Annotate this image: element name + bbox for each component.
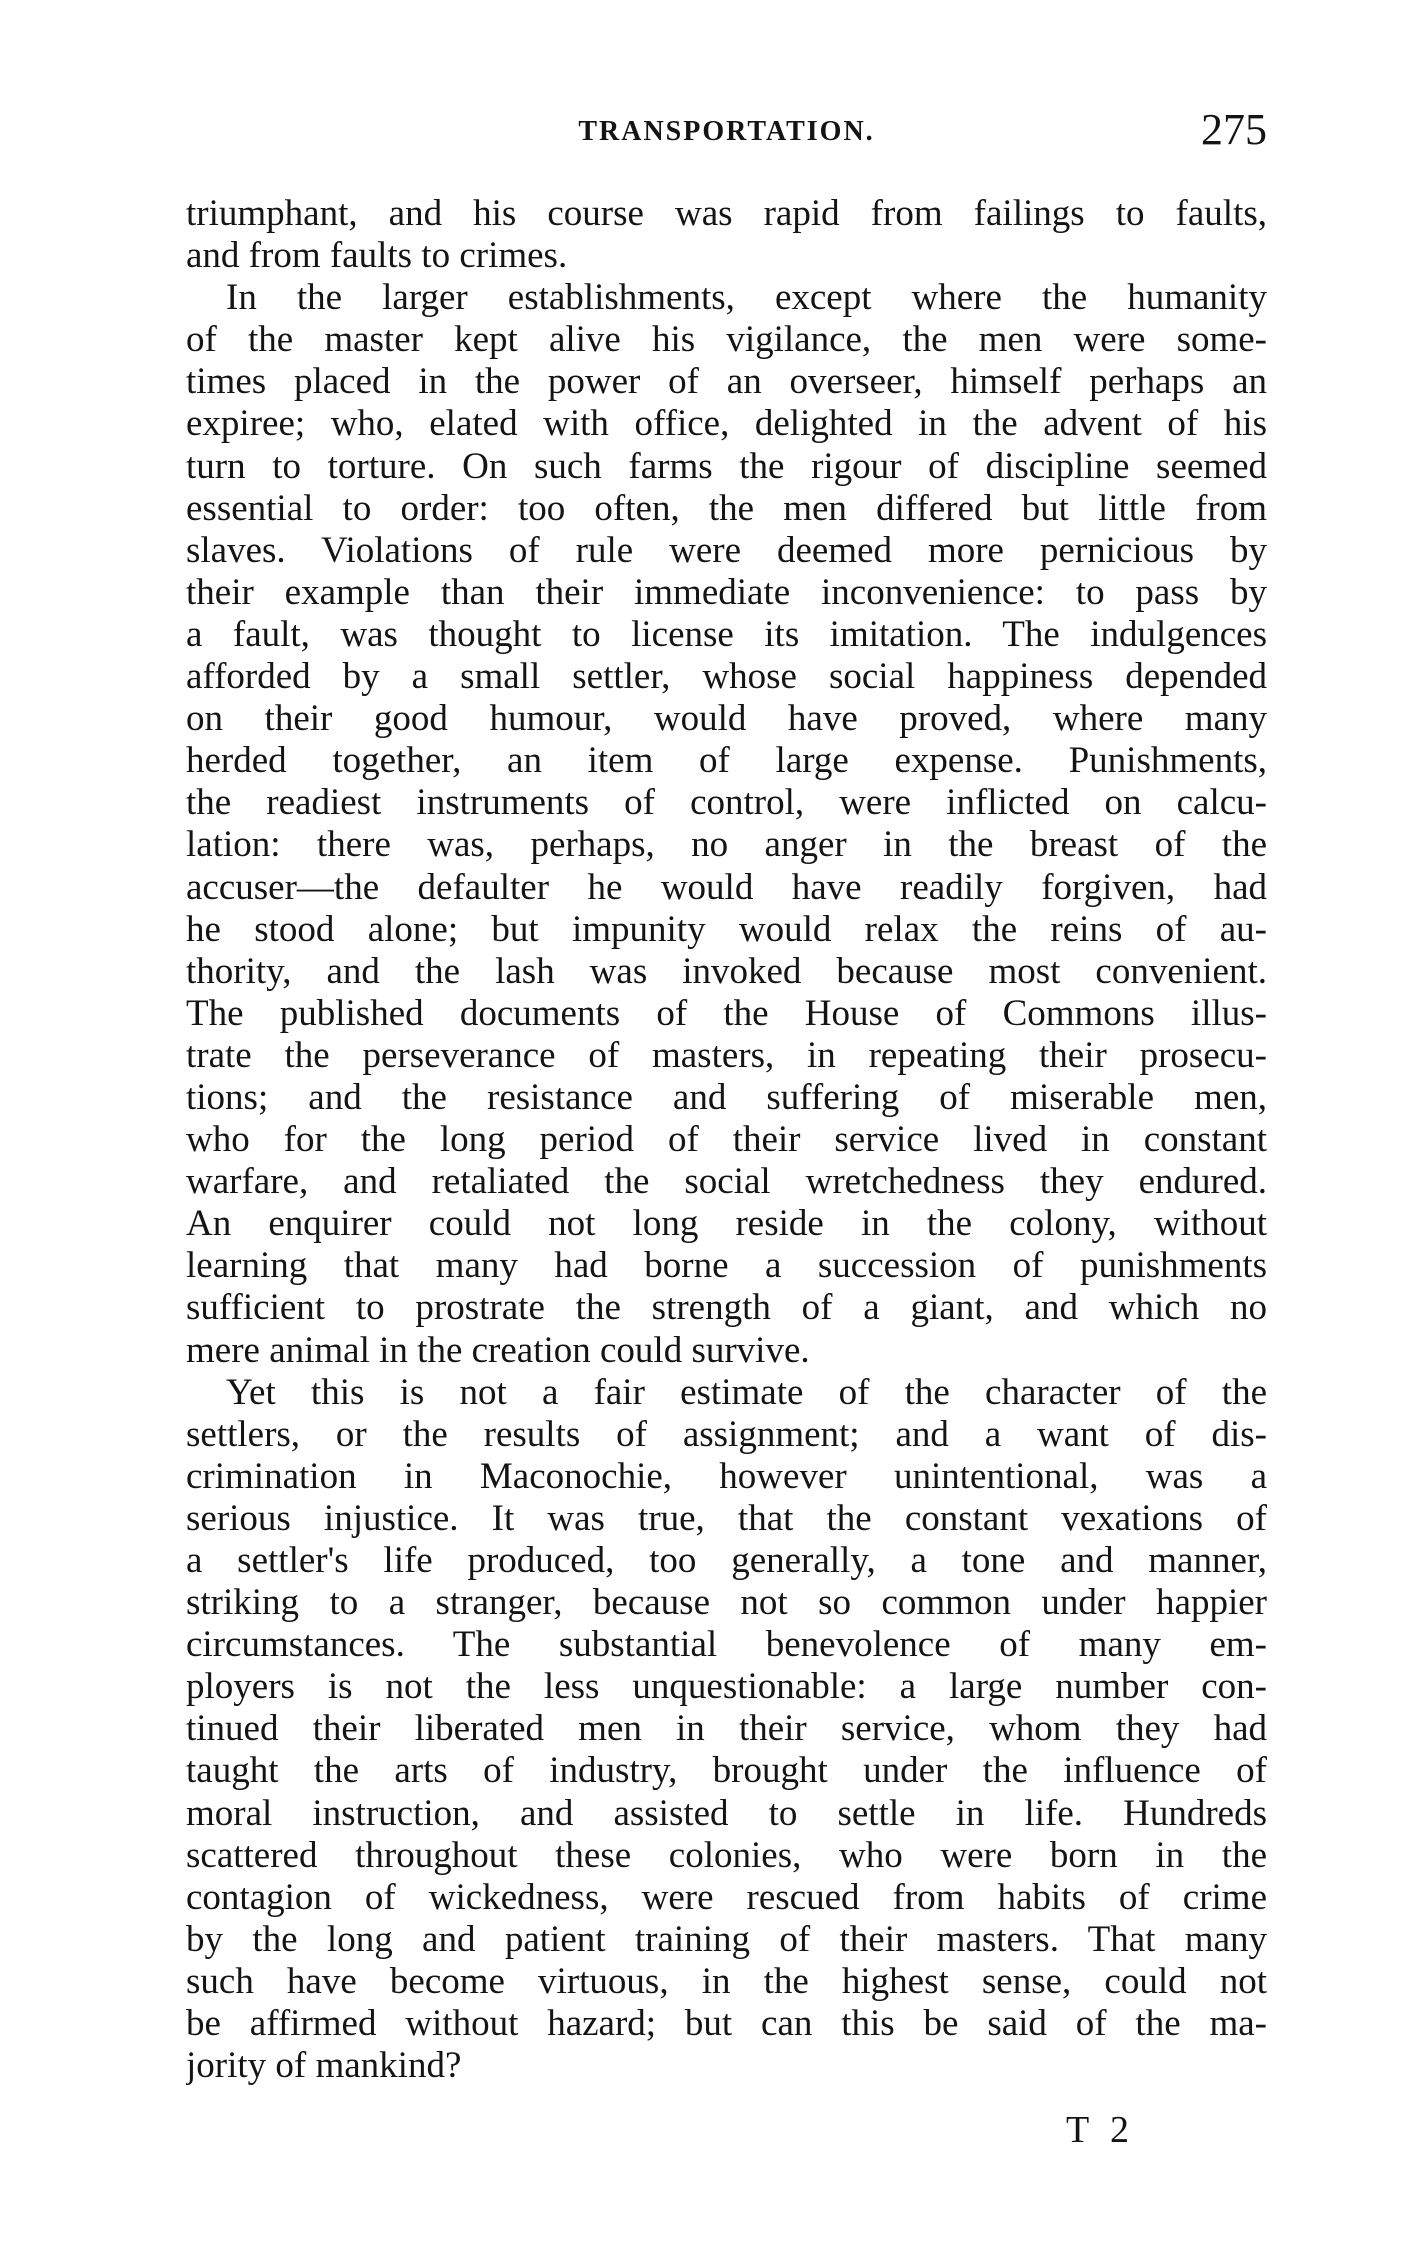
text-line: times placed in the power of an overseer, himself perhaps an — [186, 361, 1267, 403]
text-line: settlers, or the results of assignment; and a want of dis- — [186, 1413, 1267, 1455]
text-line: striking to a stranger, because not so common under happier — [186, 1582, 1267, 1624]
page-number: 275 — [1201, 105, 1267, 154]
text-line: tions; and the resistance and suffering of miserable men, — [186, 1076, 1267, 1118]
text-line: jority of mankind? — [186, 2045, 462, 2087]
text-line: by the long and patient training of their masters. That many — [186, 1918, 1267, 1960]
text-line: such have become virtuous, in the highest sense, could not — [186, 1960, 1267, 2002]
text-line: ployers is not the less unquestionable: a large number con- — [186, 1666, 1267, 1708]
text-line: accuser—the defaulter he would have readily forgiven, had — [186, 866, 1267, 908]
text-line: essential to order: too often, the men differed but little from — [186, 487, 1267, 529]
text-line: expiree; who, elated with office, delighted in the advent of his — [186, 403, 1267, 445]
text-line: their example than their immediate inconvenience: to pass by — [186, 571, 1267, 613]
running-title: TRANSPORTATION. — [578, 116, 875, 147]
text-line: The published documents of the House of Commons illus- — [186, 992, 1267, 1034]
text-line: An enquirer could not long reside in the colony, without — [186, 1203, 1267, 1245]
text-line: turn to torture. On such farms the rigour of discipline seemed — [186, 445, 1267, 487]
text-line: moral instruction, and assisted to settle in life. Hundreds — [186, 1792, 1267, 1834]
text-line: Yet this is not a fair estimate of the character of the — [226, 1371, 1267, 1413]
signature-mark: T 2 — [1066, 2109, 1136, 2151]
text-line: learning that many had borne a succession of punishments — [186, 1245, 1267, 1287]
text-line: of the master kept alive his vigilance, the men were some- — [186, 319, 1267, 361]
running-head — [186, 104, 1267, 164]
text-line: on their good humour, would have proved, where many — [186, 698, 1267, 740]
text-line: triumphant, and his course was rapid from failings to faults, — [186, 193, 1267, 234]
text-line: herded together, an item of large expense. Punishments, — [186, 740, 1267, 782]
text-line: serious injustice. It was true, that the constant vexations of — [186, 1497, 1267, 1539]
text-line: mere animal in the creation could survive. — [186, 1329, 810, 1371]
text-line: he stood alone; but impunity would relax the reins of au- — [186, 908, 1267, 950]
body-text — [186, 193, 1267, 2087]
text-line: afforded by a small settler, whose social happiness depended — [186, 656, 1267, 698]
text-line: thority, and the lash was invoked because most convenient. — [186, 950, 1267, 992]
text-line: and from faults to crimes. — [186, 235, 568, 277]
text-line: scattered throughout these colonies, who were born in the — [186, 1834, 1267, 1876]
text-line: In the larger establishments, except where the humanity — [226, 277, 1267, 319]
text-line: sufficient to prostrate the strength of a giant, and which no — [186, 1287, 1267, 1329]
text-line: be affirmed without hazard; but can this be said of the ma- — [186, 2003, 1267, 2045]
text-line: who for the long period of their service lived in constant — [186, 1119, 1267, 1161]
text-line: tinued their liberated men in their service, whom they had — [186, 1708, 1267, 1750]
text-line: the readiest instruments of control, were inflicted on calcu- — [186, 782, 1267, 824]
text-line: crimination in Maconochie, however unintentional, was a — [186, 1455, 1267, 1497]
text-line: slaves. Violations of rule were deemed more pernicious by — [186, 529, 1267, 571]
text-line: contagion of wickedness, were rescued from habits of crime — [186, 1876, 1267, 1918]
text-line: a settler's life produced, too generally, a tone and manner, — [186, 1540, 1267, 1581]
text-line: warfare, and retaliated the social wretchedness they endured. — [186, 1161, 1267, 1203]
text-line: a fault, was thought to license its imitation. The indulgences — [186, 613, 1267, 655]
text-line: trate the perseverance of masters, in repeating their prosecu- — [186, 1034, 1267, 1076]
text-line: circumstances. The substantial benevolence of many em- — [186, 1624, 1267, 1666]
text-line: lation: there was, perhaps, no anger in the breast of the — [186, 824, 1267, 866]
text-line: taught the arts of industry, brought under the influence of — [186, 1750, 1267, 1792]
